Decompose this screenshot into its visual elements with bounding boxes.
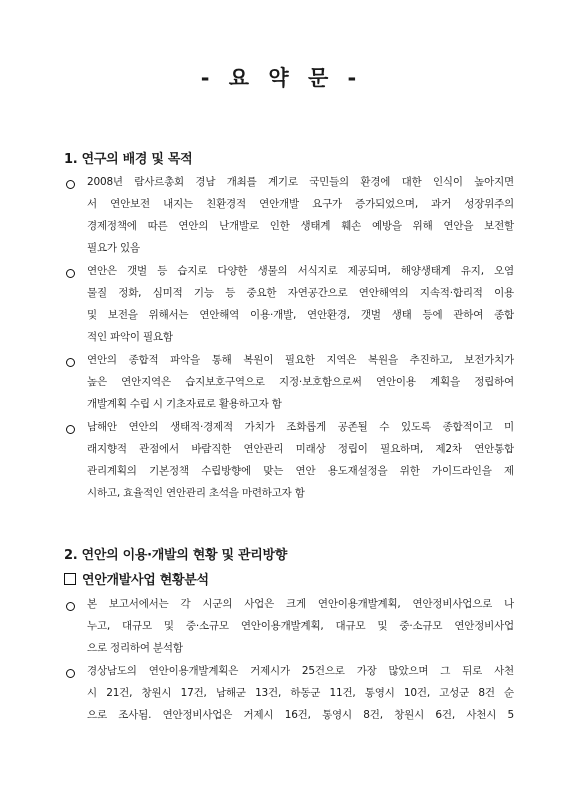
bullet-line: 필요가 있음: [87, 242, 140, 254]
subsection-heading: [64, 569, 209, 588]
bullet-line: 개발계획 수립 시 기초자료로 활용하고자 함: [87, 398, 282, 410]
bullet-line: 서 연안보전 내지는 친환경적 연안개발 요구가 증가되었으며, 과거 성장위주의: [87, 198, 514, 210]
hollow-circle-bullet-icon: [66, 602, 75, 611]
bullet-line: 래지향적 관점에서 바람직한 연안관리 미래상 정립이 필요하며, 제2차 연안통합: [87, 443, 514, 455]
bullet-line: 2008년 람사르총회 경남 개최를 계기로 국민들의 환경에 대한 인식이 높아지면: [87, 176, 514, 188]
subsection-heading-text: 연안개발사업 현황분석: [82, 573, 209, 588]
bullet-line: 누고, 대규모 및 중·소규모 연안이용개발계획, 대규모 및 중·소규모 연안정비사업: [87, 620, 514, 632]
hollow-square-bullet-icon: [64, 573, 76, 585]
bullet-line: 남해안 연안의 생태적·경제적 가치가 조화롭게 공존될 수 있도록 종합적이고 미: [87, 421, 514, 433]
section-1-heading: 1. 연구의 배경 및 목적: [64, 152, 193, 167]
bullet-line: 연안의 종합적 파악을 통해 복원이 필요한 지역은 복원을 추진하고, 보전가치가: [87, 354, 514, 366]
bullet-line: 및 보전을 위해서는 연안해역 이용·개발, 연안환경, 갯벌 생태 등에 관하여 종합: [87, 309, 514, 321]
hollow-circle-bullet-icon: [66, 269, 75, 278]
document-title: - 요 약 문 -: [200, 66, 363, 90]
bullet-line: 경상남도의 연안이용개발계획은 거제시가 25건으로 가장 많았으며 그 뒤로 사천: [87, 665, 514, 677]
bullet-line: 연안은 갯벌 등 습지로 다양한 생물의 서식지로 제공되며, 해양생태계 유지, 오염: [87, 265, 514, 277]
bullet-line: 경제정책에 따른 연안의 난개발로 인한 생태계 훼손 예방을 위해 연안을 보전할: [87, 220, 514, 232]
bullet-line: 적인 파악이 필요함: [87, 331, 173, 343]
bullet-line: 관리계획의 기본정책 수립방향에 맞는 연안 용도재설정을 위한 가이드라인을 제: [87, 465, 514, 477]
bullet-line: 높은 연안지역은 습지보호구역으로 지정·보호함으로써 연안이용 계획을 정립하여: [87, 376, 514, 388]
bullet-line: 시 21건, 창원시 17건, 남해군 13건, 하동군 11건, 통영시 10건, 고성군 8건 순: [87, 687, 514, 699]
hollow-circle-bullet-icon: [66, 180, 75, 189]
hollow-circle-bullet-icon: [66, 425, 75, 434]
bullet-line: 으로 조사됨. 연안정비사업은 거제시 16건, 통영시 8건, 창원시 6건, 사천시 5: [87, 709, 514, 721]
bullet-line: 시하고, 효율적인 연안관리 초석을 마련하고자 함: [87, 487, 305, 499]
hollow-circle-bullet-icon: [66, 669, 75, 678]
bullet-line: 으로 정리하여 분석함: [87, 642, 183, 654]
hollow-circle-bullet-icon: [66, 358, 75, 367]
bullet-line: 본 보고서에서는 각 시군의 사업은 크게 연안이용개발계획, 연안정비사업으로 나: [87, 598, 514, 610]
section-2-heading: 2. 연안의 이용·개발의 현황 및 관리방향: [64, 548, 288, 563]
bullet-line: 물질 정화, 심미적 기능 등 중요한 자연공간으로 연안해역의 지속적·합리적 이용: [87, 287, 514, 299]
